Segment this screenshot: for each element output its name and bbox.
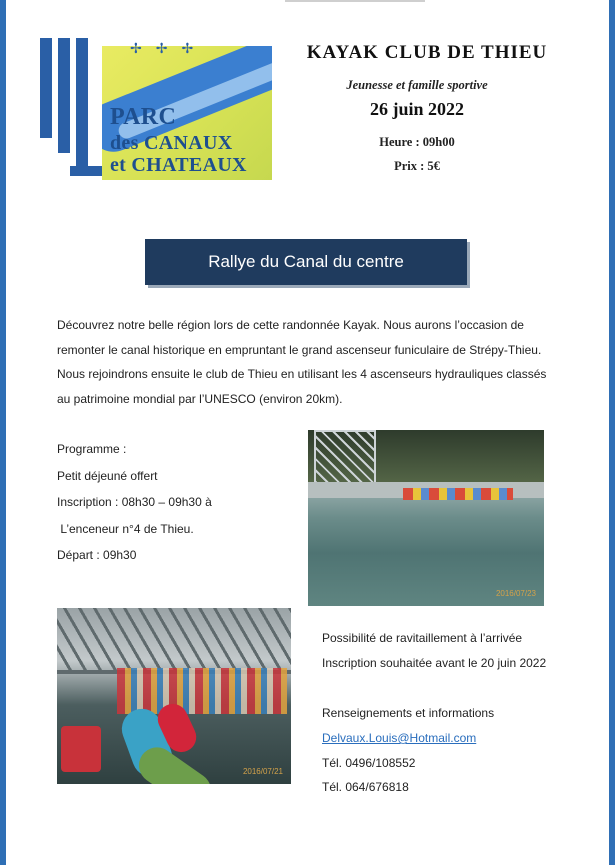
programme-item: Départ : 09h30 [57,548,137,562]
event-hour: Heure : 09h00 [379,135,455,149]
programme-item: Inscription : 08h30 – 09h30 à [57,495,212,509]
photo-kayaks-in-lift [57,608,291,784]
event-description: Découvrez notre belle région lors de cette randonnée Kayak. Nous aurons l’occasion de remonter le canal historique en empruntant le grand ascenseur funiculaire de Strépy-Thieu. Nous rejoindrons ensuite le club de Thieu en utilisant les 4 ascenseurs hydrauliques classés au patrimoine mondial par l’UNESCO (environ 20km). [57,318,547,406]
event-banner [145,239,467,285]
photo-date-stamp: 2016/07/21 [242,767,283,776]
left-edge-stripe [0,0,6,865]
logo-birds-icon: ✢✢✢ [130,40,208,56]
event-price: Prix : 5€ [394,159,440,173]
kayaks-group [403,488,513,500]
contact-email-link[interactable]: Delvaux.Louis@Hotmail.com [322,731,477,745]
club-title: KAYAK CLUB DE THIEU [306,42,548,63]
renseignements-heading: Renseignements et informations [322,706,495,720]
right-edge-stripe [609,0,615,865]
ravitaillement-note: Possibilité de ravitaillement à l’arrivée [322,631,523,645]
programme-heading: Programme : [57,442,127,456]
top-scan-line [285,0,425,2]
programme-block [57,436,287,569]
phone-1: Tél. 0496/108552 [322,756,416,770]
lift-structure [57,608,291,674]
logo-line-2: des CANAUX [110,132,233,154]
subtitle: Jeunesse et famille sportive [346,78,488,92]
programme-item: Petit déjeuné offert [57,468,158,483]
red-bag [61,726,101,772]
banner-title: Rallye du Canal du centre [208,252,404,271]
event-date: 26 juin 2022 [369,99,465,119]
programme-item: L’enceneur n°4 de Thieu. [57,521,194,536]
inscription-note: Inscription souhaitée avant le 20 juin 2022 [322,656,547,670]
photo-boat-lift [308,430,544,606]
kayakers-crowd [117,668,287,714]
photo-date-stamp: 2016/07/23 [495,589,536,598]
logo-pillars [40,38,102,180]
phone-2: Tél. 064/676818 [322,780,409,794]
logo-line-1: PARC [110,104,177,130]
parc-logo [40,38,272,180]
logo-line-3: et CHATEAUX [110,154,247,176]
